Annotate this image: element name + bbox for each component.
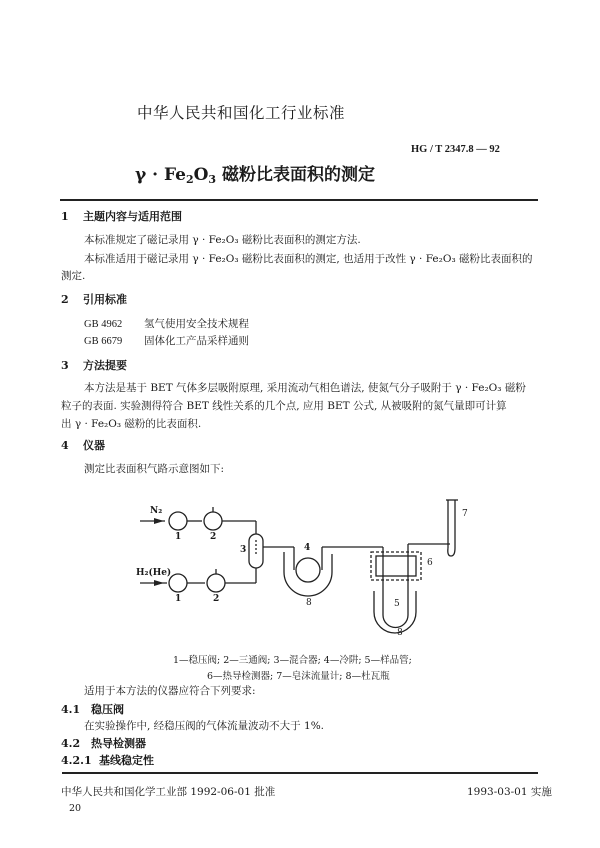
section-4-2-1-heading: 4.2.1 基线稳定性 xyxy=(61,754,154,767)
section-4-requirement: 适用于本方法的仪器应符合下列要求: xyxy=(84,685,256,697)
pressure-regulator-n2 xyxy=(169,512,187,530)
section-2-heading: 2 引用标准 xyxy=(61,293,127,306)
label-2: 2 xyxy=(213,594,220,604)
section-4-heading: 4 仪器 xyxy=(61,439,105,452)
section-4-intro: 测定比表面积气路示意图如下: xyxy=(84,463,225,475)
soap-film-flowmeter xyxy=(448,548,455,556)
standard-organization: 中华人民共和国化工行业标准 xyxy=(137,104,346,122)
reference-item: GB 6679 固体化工产品采样通则 xyxy=(84,335,249,347)
effective-date: 1993-03-01 实施 xyxy=(467,786,552,798)
section-3-heading: 3 方法提要 xyxy=(61,359,127,372)
sample-tube xyxy=(383,606,408,628)
label-8: 8 xyxy=(397,628,403,638)
three-way-valve-h2 xyxy=(207,574,225,592)
h2-arrow-icon xyxy=(154,580,164,586)
pressure-regulator-h2 xyxy=(169,574,187,592)
thermal-conductivity-detector xyxy=(376,556,416,576)
label-4: 4 xyxy=(304,543,311,553)
label-h2: H₂(He) xyxy=(136,568,172,578)
page-number: 20 xyxy=(69,803,82,814)
section-1-paragraph-2-cont: 测定. xyxy=(61,270,86,282)
section-4-2-heading: 4.2 热导检测器 xyxy=(61,737,146,750)
label-2: 2 xyxy=(210,532,217,542)
n2-arrow-icon xyxy=(154,518,164,524)
footer-rule xyxy=(62,772,538,774)
section-3-line-3: 出 γ · Fe₂O₃ 磁粉的比表面积. xyxy=(61,418,202,430)
reference-item: GB 4962 氢气使用安全技术规程 xyxy=(84,318,249,330)
section-4-1-text: 在实验操作中, 经稳压阀的气体流量波动不大于 1%. xyxy=(84,720,325,732)
diagram-legend-line-1: 1—稳压阀; 2—三通阀; 3—混合器; 4—冷阱; 5—样品管; xyxy=(173,655,412,666)
section-3-line-2: 粒子的表面. 实验测得符合 BET 线性关系的几个点, 应用 BET 公式, 从被吸附的氮气量即可计算 xyxy=(61,400,507,412)
label-5: 5 xyxy=(394,599,400,609)
section-1-paragraph-1: 本标准规定了磁记录用 γ · Fe₂O₃ 磁粉比表面积的测定方法. xyxy=(84,234,361,246)
label-1: 1 xyxy=(175,532,182,542)
section-3-line-1: 本方法是基于 BET 气体多层吸附原理, 采用流动气相色谱法, 使氮气分子吸附于 γ · Fe₂O₃ 磁粉 xyxy=(84,382,526,394)
section-1-heading: 1 主题内容与适用范围 xyxy=(61,210,182,223)
label-6: 6 xyxy=(427,558,433,568)
diagram-legend-line-2: 6—热导检测器; 7—皂沫流量计; 8—杜瓦瓶 xyxy=(207,671,390,682)
label-1: 1 xyxy=(175,594,182,604)
dewar-flask-2 xyxy=(374,591,416,633)
label-3: 3 xyxy=(240,545,247,555)
section-4-1-heading: 4.1 稳压阀 xyxy=(61,703,124,716)
cold-trap xyxy=(296,558,320,582)
label-n2: N₂ xyxy=(150,506,163,516)
label-8: 8 xyxy=(306,598,312,608)
standard-code: HG / T 2347.8 — 92 xyxy=(411,144,500,155)
section-1-paragraph-2: 本标准适用于磁记录用 γ · Fe₂O₃ 磁粉比表面积的测定, 也适用于改性 γ · Fe₂O₃ 磁粉比表面积的 xyxy=(84,253,533,265)
approval-notice: 中华人民共和国化学工业部 1992-06-01 批准 xyxy=(61,786,276,798)
mixer xyxy=(249,534,263,568)
label-7: 7 xyxy=(462,509,468,519)
three-way-valve-n2 xyxy=(204,512,222,530)
document-title: $\gamma \cdot Fe_2O_3$ 磁粉比表面积的测定 xyxy=(135,165,375,186)
